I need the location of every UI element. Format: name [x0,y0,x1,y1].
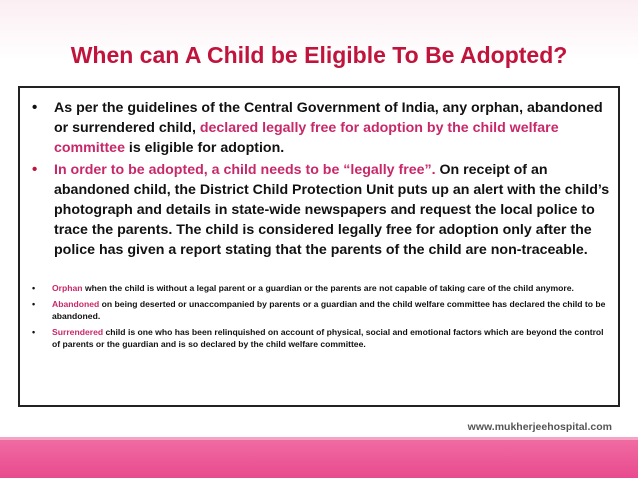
bullet-text: As per the guidelines of the Central Government of India, any orphan, abandoned or surrendered child, [54,100,603,136]
bullet-glyph: • [32,161,38,178]
bullet-highlight: In order to be adopted, a child needs to be “legally free”. [54,162,436,178]
slide-title: When can A Child be Eligible To Be Adopted? [70,42,568,68]
bullet-text: On receipt of an abandoned child, the District Child Protection Unit puts up an alert with the child’s photograph and details in state-wide newspapers and request the local police to trace the parents. The child is considered legally free for adoption only after the police has given a report stating that the parents of the child are non-traceable. [54,162,610,258]
bullet-text: is eligible for adoption. [124,140,285,156]
definition-term: Abandoned [52,298,100,309]
definition-text: when the child is without a legal parent or a guardian or the parents are not capable of taking care of the child anymore. [82,283,574,293]
bullet-item-legally-free [30,160,612,260]
definition-text: on being deserted or unaccompanied by parents or a guardian and the child welfare committee has declared the child to be abandoned. [52,298,606,321]
bullet-glyph: • [32,298,36,309]
definition-orphan [30,282,612,295]
bullet-highlight: declared legally free for adoption by the child welfare committee [54,120,559,156]
definition-list [30,282,612,351]
bullet-glyph: • [32,283,36,293]
definition-term: Surrendered [52,326,104,337]
bullet-item-guidelines [30,98,612,158]
definition-abandoned [30,298,612,323]
bullet-glyph: • [32,99,38,116]
website-link[interactable]: www.mukherjeehospital.com [467,421,612,433]
definition-text: child is one who has been relinquished on account of physical, social and emotional factors which are beyond the control of parents or the guardian and is so declared by the child welfare committee. [52,326,604,349]
definition-term: Orphan [52,283,83,293]
content-box [18,86,620,407]
definition-surrendered [30,326,612,351]
bullet-list [30,98,612,354]
bullet-glyph: • [32,326,36,337]
footer-band [0,440,638,478]
